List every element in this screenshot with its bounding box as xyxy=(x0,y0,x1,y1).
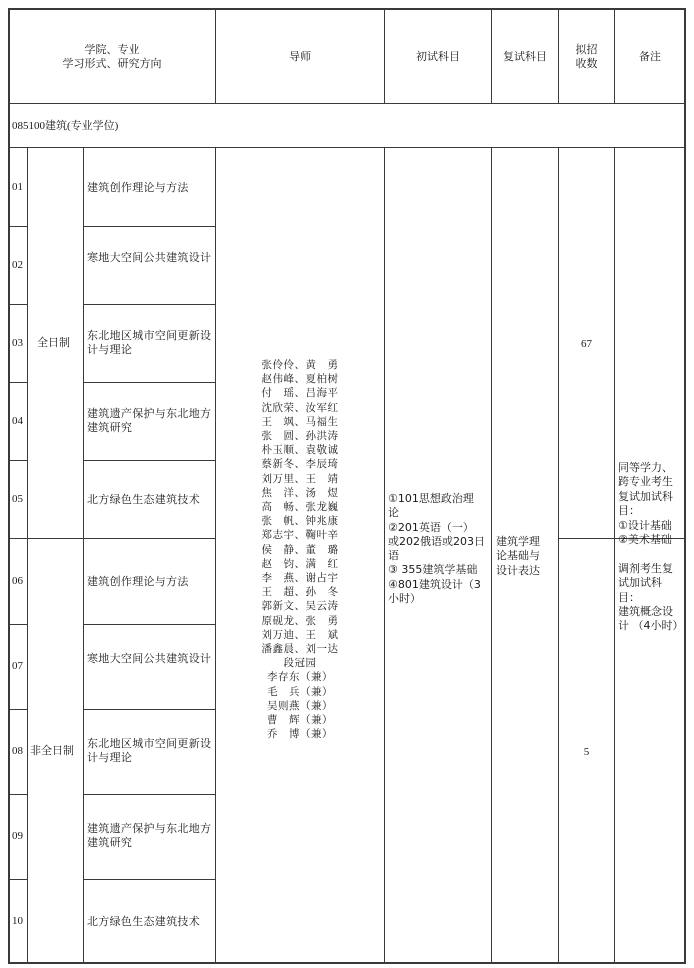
study-form-full-time: 全日制 xyxy=(37,336,70,349)
tutor-line: 毛 兵（兼） xyxy=(267,685,333,698)
tutor-line: 张 圆、孙洪涛 xyxy=(261,430,339,443)
exam-line: ④801建筑设计（3 xyxy=(388,577,481,591)
quota-full-time: 67 xyxy=(581,338,592,350)
quota-divider xyxy=(558,538,614,539)
exam-line: 语 xyxy=(388,549,399,563)
research-direction: 建筑创作理论与方法 xyxy=(87,575,189,588)
tutor-line: 潘鑫晨、刘一达 xyxy=(261,643,339,656)
retest-line: 建筑学理 xyxy=(496,535,540,548)
row-number: 02 xyxy=(12,259,23,271)
tutor-line: 乔 博（兼） xyxy=(267,728,333,741)
quota-part-time: 5 xyxy=(583,746,590,758)
tutor-line: 高 畅、张龙巍 xyxy=(261,501,339,514)
header-tutor: 导师 xyxy=(289,50,311,63)
exam-subjects xyxy=(388,492,490,606)
tutor-line: 朴玉顺、袁敬诚 xyxy=(261,444,339,457)
note-line: 跨专业考生 xyxy=(618,475,673,489)
row-number: 08 xyxy=(12,745,23,757)
col-divider xyxy=(614,148,615,963)
num-divider xyxy=(9,382,27,383)
exam-line: ②201英语（一） xyxy=(388,520,474,534)
note-line: 同等学力、 xyxy=(618,461,673,474)
note-line: 复试加试科 xyxy=(618,489,673,503)
exam-line: ①101思想政治理 xyxy=(388,492,474,505)
row-divider xyxy=(83,709,215,710)
note-line: 计 （4小时） xyxy=(618,619,684,633)
header-retest: 复试科目 xyxy=(503,50,547,63)
tutor-line: 曹 辉（兼） xyxy=(267,714,333,727)
row-number: 05 xyxy=(12,493,23,505)
tutor-line: 刘万里、王 靖 xyxy=(261,472,339,485)
note-line xyxy=(618,547,684,561)
exam-line: 小时） xyxy=(388,592,421,606)
header-notes: 备注 xyxy=(639,50,661,63)
header-quota: 拟招 收数 xyxy=(575,43,598,70)
num-divider xyxy=(9,794,27,795)
tutor-line: 郭新文、吴云涛 xyxy=(261,600,339,613)
research-direction: 北方绿色生态建筑技术 xyxy=(87,915,200,928)
tutor-line: 侯 静、董 璐 xyxy=(261,543,339,556)
row-divider xyxy=(83,382,215,383)
row-divider xyxy=(83,304,215,305)
tutor-line: 原砚龙、张 勇 xyxy=(261,614,339,627)
row-number: 03 xyxy=(12,337,23,349)
research-direction: 东北地区城市空间更新设计与理论 xyxy=(87,329,212,356)
note-line: ②美术基础 xyxy=(618,533,672,547)
num-divider xyxy=(9,709,27,710)
tutor-line: 蔡新冬、李辰琦 xyxy=(261,458,339,471)
note-line: 目： xyxy=(618,590,640,604)
tutor-line: 李 燕、谢占宇 xyxy=(261,572,339,585)
header-exam: 初试科目 xyxy=(416,50,460,63)
row-number: 04 xyxy=(12,415,23,427)
num-divider xyxy=(9,879,27,880)
note-line: ①设计基础 xyxy=(618,518,672,532)
row-number: 07 xyxy=(12,660,23,672)
num-divider xyxy=(9,304,27,305)
form-divider xyxy=(9,538,215,539)
col-divider xyxy=(491,148,492,963)
tutor-line: 吴则燕（兼） xyxy=(267,699,333,712)
row-divider xyxy=(83,624,215,625)
research-direction: 建筑创作理论与方法 xyxy=(87,181,189,194)
tutor-line: 段冠园 xyxy=(283,657,317,670)
col-divider xyxy=(215,148,216,963)
tutor-list xyxy=(244,358,356,741)
tutor-line: 王 飒、马福生 xyxy=(261,415,339,428)
tutor-line: 赵 钧、满 红 xyxy=(261,557,339,570)
tutor-line: 沈欣荣、汝军红 xyxy=(261,401,339,414)
col-divider xyxy=(558,148,559,963)
tutor-line: 郑志宇、鞠叶辛 xyxy=(261,529,339,542)
study-form-part-time: 非全日制 xyxy=(30,744,74,757)
col-divider xyxy=(83,148,84,963)
col-divider xyxy=(27,148,28,963)
tutor-line: 李存东（兼） xyxy=(267,671,333,684)
row-number: 10 xyxy=(12,915,23,927)
col-divider xyxy=(384,148,385,963)
tutor-line: 张伶伶、黄 勇 xyxy=(261,359,339,371)
row-number: 06 xyxy=(12,575,23,587)
research-direction: 建筑遗产保护与东北地方建筑研究 xyxy=(87,407,212,434)
tutor-line: 付 瑶、吕海平 xyxy=(261,387,339,400)
note-line: 目： xyxy=(618,504,640,518)
row-divider xyxy=(83,460,215,461)
tutor-line: 焦 洋、汤 煜 xyxy=(261,486,339,499)
retest-subjects xyxy=(496,535,556,578)
major-title: 085100建筑(专业学位) xyxy=(12,120,119,132)
notes-text xyxy=(618,461,684,634)
tutor-line: 张 帆、钟兆康 xyxy=(261,515,339,528)
exam-line: 或202俄语或203日 xyxy=(388,534,485,548)
note-line: 调剂考生复 xyxy=(618,561,673,575)
row-divider xyxy=(83,879,215,880)
row-divider xyxy=(83,794,215,795)
retest-line: 设计表达 xyxy=(496,563,540,577)
row-number: 09 xyxy=(12,830,23,842)
major-row-divider xyxy=(9,147,685,148)
research-direction: 寒地大空间公共建筑设计 xyxy=(87,652,212,665)
note-line: 试加试科 xyxy=(618,576,662,590)
exam-line: ③ 355建筑学基础 xyxy=(388,563,478,577)
retest-line: 论基础与 xyxy=(496,549,540,563)
row-number: 01 xyxy=(12,181,23,193)
header-college: 学院、专业 学习形式、研究方向 xyxy=(62,43,162,70)
tutor-line: 刘万迪、王 斌 xyxy=(261,628,339,641)
research-direction: 北方绿色生态建筑技术 xyxy=(87,493,200,506)
exam-line: 论 xyxy=(388,506,399,520)
num-divider xyxy=(9,226,27,227)
row-divider xyxy=(83,226,215,227)
num-divider xyxy=(9,624,27,625)
num-divider xyxy=(9,460,27,461)
research-direction: 东北地区城市空间更新设计与理论 xyxy=(87,737,212,764)
note-line: 建筑概念设 xyxy=(618,605,673,619)
research-direction: 建筑遗产保护与东北地方建筑研究 xyxy=(87,822,212,849)
tutor-line: 王 超、孙 冬 xyxy=(261,586,339,599)
header-divider xyxy=(9,103,685,104)
research-direction: 寒地大空间公共建筑设计 xyxy=(87,251,212,264)
tutor-line: 赵伟峰、夏柏树 xyxy=(261,373,339,386)
